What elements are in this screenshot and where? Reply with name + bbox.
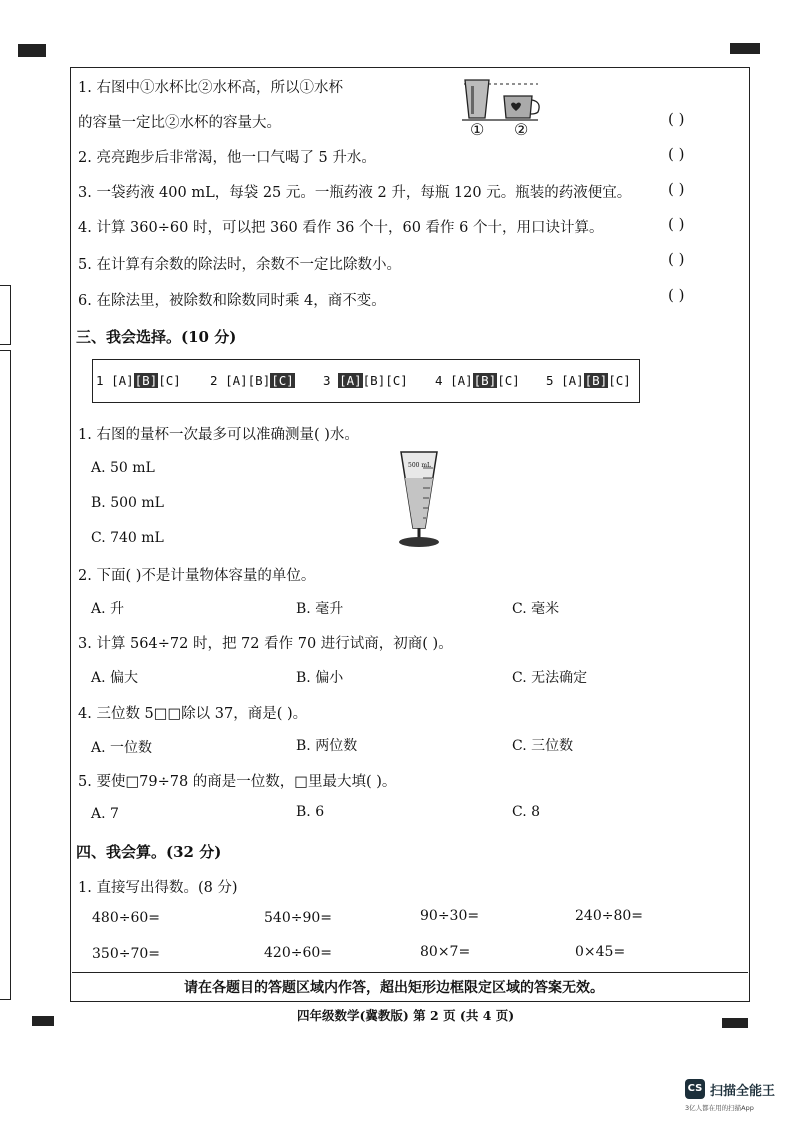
answer-item-1-num: 1 <box>96 373 104 388</box>
frame-divider <box>72 972 748 973</box>
scanner-badge-icon: CS <box>685 1079 705 1099</box>
calc-r1-c2[interactable]: 540÷90= <box>264 910 332 926</box>
choice-q1: 1. 右图的量杯一次最多可以准确测量( )水。 <box>78 427 359 443</box>
calc-r1-c4[interactable]: 240÷80= <box>575 908 643 924</box>
choice-q2-opt-a[interactable]: A. 升 <box>91 601 125 617</box>
choice-q2-opt-c[interactable]: C. 毫米 <box>512 601 560 617</box>
choice-q5-opt-a[interactable]: A. 7 <box>91 806 119 822</box>
scanner-tagline: 3亿人都在用的扫描App <box>685 1104 754 1112</box>
answer-4-c[interactable]: [C] <box>497 373 520 388</box>
choice-q3-opt-a[interactable]: A. 偏大 <box>91 670 139 686</box>
calc-r1-c3[interactable]: 90÷30= <box>420 908 480 924</box>
answer-5-b[interactable]: [B] <box>584 373 608 388</box>
section4-title: 四、我会算。(32 分) <box>76 843 222 861</box>
cup-label-1: ① <box>470 120 485 139</box>
judge-paren-1[interactable]: ( ) <box>668 110 685 128</box>
answer-4-a[interactable]: [A] <box>450 373 473 388</box>
corner-marker-bottom-right <box>722 1018 748 1028</box>
judge-q1-line1: 1. 右图中①水杯比②水杯高，所以①水杯 <box>78 80 343 96</box>
section3-title: 三、我会选择。(10 分) <box>76 328 237 346</box>
answer-3-a[interactable]: [A] <box>339 373 362 388</box>
choice-q2-opt-b[interactable]: B. 毫升 <box>296 601 344 617</box>
answer-5-a[interactable]: [A] <box>561 373 584 388</box>
judge-q4: 4. 计算 360÷60 时，可以把 360 看作 36 个十，60 看作 6 个十，用口诀计算。 <box>78 220 604 236</box>
judge-q2: 2. 亮亮跑步后非常渴，他一口气喝了 5 升水。 <box>78 150 376 166</box>
beaker-label: 500 mL <box>408 462 432 469</box>
footer-notice: 请在各题目的答题区域内作答，超出矩形边框限定区域的答案无效。 <box>184 980 604 996</box>
answer-item-1[interactable] <box>96 373 181 388</box>
judge-q5: 5. 在计算有余数的除法时，余数不一定比除数小。 <box>78 257 401 273</box>
answer-2-c[interactable]: [C] <box>271 373 294 388</box>
choice-q5: 5. 要使□79÷78 的商是一位数，□里最大填( )。 <box>78 774 397 790</box>
choice-q1-opt-b[interactable]: B. 500 mL <box>91 495 164 511</box>
answer-item-5[interactable] <box>546 373 631 388</box>
choice-q3: 3. 计算 564÷72 时，把 72 看作 70 进行试商，初商( )。 <box>78 636 453 652</box>
choice-q2: 2. 下面( )不是计量物体容量的单位。 <box>78 568 316 584</box>
choice-q4-opt-a[interactable]: A. 一位数 <box>91 740 153 756</box>
judge-paren-4[interactable]: ( ) <box>668 215 685 233</box>
corner-marker-bottom-left <box>32 1016 54 1026</box>
answer-item-2[interactable] <box>210 373 295 388</box>
judge-paren-5[interactable]: ( ) <box>668 250 685 268</box>
answer-3-b[interactable]: [B] <box>362 373 386 388</box>
answer-item-2-num: 2 <box>210 373 218 388</box>
calc-r2-c2[interactable]: 420÷60= <box>264 945 332 961</box>
answer-item-3-num: 3 <box>323 373 331 388</box>
calc-r2-c1[interactable]: 350÷70= <box>92 946 160 962</box>
calc-r2-c4[interactable]: 0×45= <box>575 944 626 960</box>
judge-q6: 6. 在除法里，被除数和除数同时乘 4，商不变。 <box>78 293 386 309</box>
calc-r1-c1[interactable]: 480÷60= <box>92 910 160 926</box>
answer-1-a[interactable]: [A] <box>111 373 134 388</box>
answer-5-c[interactable]: [C] <box>608 373 631 388</box>
section4-sub1: 1. 直接写出得数。(8 分) <box>78 880 238 896</box>
answer-1-c[interactable]: [C] <box>158 373 181 388</box>
judge-paren-3[interactable]: ( ) <box>668 180 685 198</box>
answer-2-b[interactable]: [B] <box>247 373 271 388</box>
answer-item-5-num: 5 <box>546 373 554 388</box>
choice-q5-opt-c[interactable]: C. 8 <box>512 804 541 820</box>
answer-4-b[interactable]: [B] <box>473 373 497 388</box>
answer-item-3[interactable] <box>323 373 408 388</box>
judge-paren-2[interactable]: ( ) <box>668 145 685 163</box>
answer-2-a[interactable]: [A] <box>225 373 248 388</box>
choice-q4-opt-c[interactable]: C. 三位数 <box>512 738 574 754</box>
choice-q5-opt-b[interactable]: B. 6 <box>296 804 325 820</box>
choice-q3-opt-c[interactable]: C. 无法确定 <box>512 670 588 686</box>
answer-item-4-num: 4 <box>435 373 443 388</box>
judge-paren-6[interactable]: ( ) <box>668 286 685 304</box>
choice-q1-opt-c[interactable]: C. 740 mL <box>91 530 164 546</box>
choice-q3-opt-b[interactable]: B. 偏小 <box>296 670 344 686</box>
scanner-app-name: 扫描全能王 <box>710 1084 776 1099</box>
answer-3-c[interactable]: [C] <box>385 373 408 388</box>
corner-marker-top-right <box>730 43 760 54</box>
answer-1-b[interactable]: [B] <box>134 373 158 388</box>
judge-q3: 3. 一袋药液 400 mL，每袋 25 元。一瓶药液 2 升，每瓶 120 元。瓶装的药液便宜。 <box>78 185 632 201</box>
left-edge-box-1 <box>0 285 11 345</box>
answer-item-4[interactable] <box>435 373 520 388</box>
choice-q4-opt-b[interactable]: B. 两位数 <box>296 738 358 754</box>
choice-q4: 4. 三位数 5□□除以 37，商是( )。 <box>78 706 308 722</box>
choice-q1-opt-a[interactable]: A. 50 mL <box>91 460 155 476</box>
page-number: 四年级数学(冀教版) 第 2 页 (共 4 页) <box>297 1008 515 1023</box>
left-edge-box-2 <box>0 350 11 1000</box>
corner-marker-top-left <box>18 44 46 57</box>
judge-q1-line2: 的容量一定比②水杯的容量大。 <box>78 115 281 131</box>
cup-label-2: ② <box>514 120 529 139</box>
calc-r2-c3[interactable]: 80×7= <box>420 944 471 960</box>
